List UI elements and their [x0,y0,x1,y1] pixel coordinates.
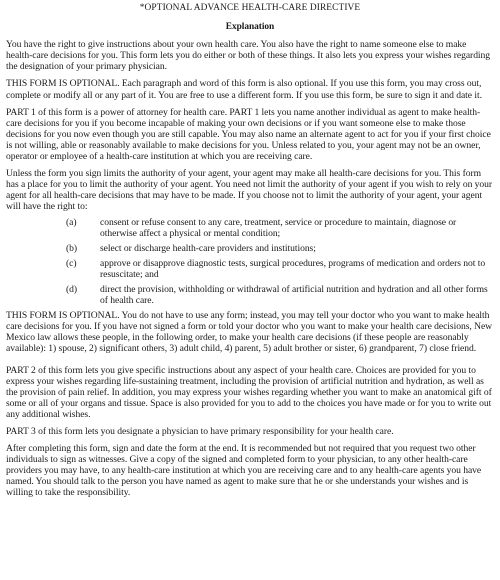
list-marker: (c) [66,257,77,269]
paragraph-optional-form: THIS FORM IS OPTIONAL. You do not have to use any form; instead, you may tell your doctor who you want to make health care decisions for you. If you have not signed a form or told your doctor who you want to make your health care decisions, New Mexico law allows these people, in the following order, to make your health care decisions (if these people are reasonably available): 1) spouse, 2) significant others, 3) adult child, 4) parent, 5) adult brother or sister, 6) grandparent, 7) close friend. [6,310,493,355]
list-item-text: approve or disapprove diagnostic tests, surgical procedures, programs of medication and orders not to resuscitate; and [100,257,486,280]
section-heading-explanation: Explanation [225,22,275,33]
paragraph-part-2: PART 2 of this form lets you give specific instructions about any aspect of your health care. Choices are provided for you to express your wishes regarding life-sustaining treatment, including the provision of artificial nutrition and hydration, as well as the provision of pain relief. In addition, you may express your wishes regarding whether you want to make an anatomical gift of some or all of your organs and tissue. Space is also provided for you to add to the choices you have made or for you to write out any additional wishes. [6,364,492,420]
list-item [6,243,494,254]
paragraph-agent-authority: Unless the form you sign limits the authority of your agent, your agent may make all health-care decisions for you. This form has a place for you to limit the authority of your agent. You need not limit the authority of your agent if you wish to rely on your agent for all health-care decisions that may have to be made. If you choose not to limit the authority of your agent, your agent will have the right to: [6,168,493,213]
list-item-text: consent or refuse consent to any care, treatment, service or procedure to maintain, diagnose or otherwise affect a physical or mental condition; [100,216,457,239]
paragraph-part-3: PART 3 of this form lets you designate a physician to have primary responsibility for your health care. [6,426,394,437]
list-marker: (d) [66,283,78,295]
list-marker: (b) [66,242,78,254]
paragraph-part-1: PART 1 of this form is a power of attorney for health care. PART 1 lets you name another individual as agent to make health-care decisions for you if you become incapable of making your own decisions or if you want someone else to make those decisions for you now even though you are still capable. You may also name an alternate agent to act for you if your first choice is not willing, able or reasonably available to make decisions for you. Unless related to you, your agent may not be an owner, operator or employee of a health-care institution at which you are receiving care. [6,106,491,163]
list-item [6,258,494,280]
paragraph-after-completing: After completing this form, sign and date the form at the end. It is recommended but not required that you request two other individuals to sign as witnesses. Give a copy of the signed and completed form to your physician, to any other health-care providers you may have, to any health-care institution at which you are receiving care and to any health-care agents you have named. You should talk to the person you have named as agent to make sure that he or she understands your wishes and is willing to take the responsibility. [6,443,482,499]
paragraph-rights: You have the right to give instructions about your own health care. You also have the right to name someone else to make health-care decisions for you. This form lets you do either or both of these things. It also lets you express your wishes regarding the designation of your primary physician. [6,39,491,73]
list-item-text: direct the provision, withholding or withdrawal of artificial nutrition and hydration and all other forms of health care. [100,283,488,307]
list-item-text: select or discharge health-care providers and institutions; [100,242,316,254]
document-title: *OPTIONAL ADVANCE HEALTH-CARE DIRECTIVE [139,3,361,13]
list-item [6,284,494,306]
agent-rights-list [6,217,494,307]
list-item [6,217,494,239]
paragraph-optional: THIS FORM IS OPTIONAL. Each paragraph and word of this form is also optional. If you use this form, you may cross out, complete or modify all or any part of it. You are free to use a different form. If you use this form, be sure to sign it and date it. [6,78,482,101]
list-marker: (a) [66,216,77,228]
